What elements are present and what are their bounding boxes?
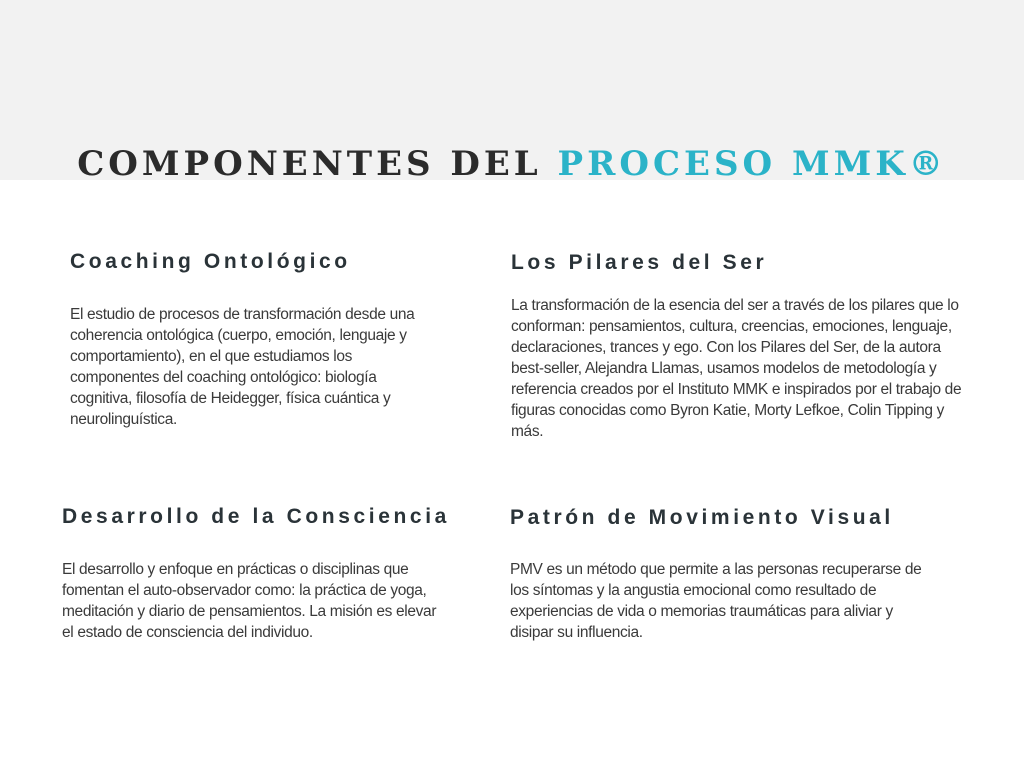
page-title-main: COMPONENTES DEL <box>77 144 558 184</box>
section-coaching-ontologico <box>70 249 415 428</box>
section-description: PMV es un método que permite a las personas recuperarse de los síntomas y la angustia emocional como resultado de experiencias de vida o memorias traumáticas para aliviar y disipar su influencia. <box>510 561 922 641</box>
page-title <box>0 142 1024 186</box>
section-heading: Patrón de Movimiento Visual <box>510 506 894 529</box>
section-desarrollo-consciencia <box>62 504 450 641</box>
section-heading: Coaching Ontológico <box>70 250 351 273</box>
section-patron-movimiento-visual <box>510 505 922 641</box>
section-description: El estudio de procesos de transformación desde una coherencia ontológica (cuerpo, emoción, lenguaje y comportamiento), en el que estudiamos los componentes del coaching ontológico: biología cognitiva, filosofía de Heidegger, física cuántica y neurolinguística. <box>70 306 415 428</box>
section-description: El desarrollo y enfoque en prácticas o disciplinas que fomentan el auto-observador como: la práctica de yoga, meditación y diario de pensamientos. La misión es elevar el estado de consciencia del individuo. <box>62 561 437 641</box>
section-pilares-del-ser <box>511 250 962 440</box>
section-description: La transformación de la esencia del ser a través de los pilares que lo conforman: pensamientos, cultura, creencias, emociones, lenguaje, declaraciones, trances y ego. Con los Pilares del Ser, de la autora best-seller, Alejandra Llamas, usamos modelos de metodología y referencia creados por el Instituto MMK e inspirados por el trabajo de figuras conocidas como Byron Katie, Morty Lefkoe, Colin Tipping y más. <box>511 297 962 440</box>
section-heading: Desarrollo de la Consciencia <box>62 505 450 528</box>
page-title-accent: PROCESO MMK® <box>557 144 947 184</box>
section-heading: Los Pilares del Ser <box>511 251 768 274</box>
